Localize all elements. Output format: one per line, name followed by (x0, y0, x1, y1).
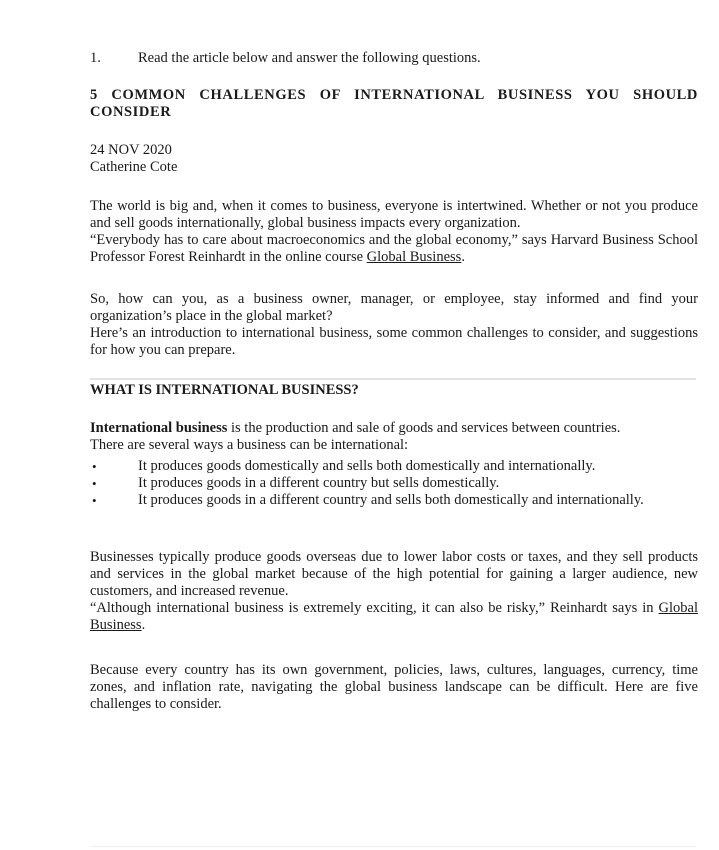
bullet-text: It produces goods in a different country and sells both domestically and internationally. (138, 492, 644, 508)
list-item (90, 475, 698, 492)
definition-text: is the production and sale of goods and services between countries. (227, 420, 621, 436)
article-author: Catherine Cote (90, 159, 178, 175)
section-heading: WHAT IS INTERNATIONAL BUSINESS? (90, 382, 359, 398)
section-divider (90, 378, 696, 380)
questions-block (90, 291, 698, 359)
intro-paragraph-2 (90, 232, 698, 266)
bullet-text: It produces goods in a different country but sells domestically. (138, 475, 500, 491)
paragraph-6 (90, 600, 698, 634)
paragraph-6-end: . (141, 617, 146, 633)
bullet-list (90, 458, 698, 509)
paragraph-6-text: “Although international business is extremely exciting, it can also be risky,” Reinhardt says in (90, 600, 659, 616)
bullet-icon: • (92, 459, 97, 474)
question-text: Read the article below and answer the following questions. (138, 50, 481, 66)
paragraph-4: Here’s an introduction to international business, some common challenges to consider, and suggestions for how you can prepare. (90, 325, 698, 358)
intro-block (90, 198, 698, 266)
article-meta (90, 142, 177, 176)
definition-line-1 (90, 420, 698, 437)
global-business-link[interactable]: Global Business (366, 249, 462, 265)
list-item (90, 458, 698, 475)
intro-paragraph-1: The world is big and, when it comes to business, everyone is intertwined. Whether or not you produce and sell goods internationally, global business impacts every organization. (90, 198, 698, 231)
reasons-block (90, 549, 698, 634)
intro-paragraph-2-text: “Everybody has to care about macroeconomics and the global economy,” says Harvard Business School Professor Forest Reinhardt in the online course (90, 232, 698, 265)
paragraph-5: Businesses typically produce goods overseas due to lower labor costs or taxes, and they sell products and services in the global market because of the high potential for gaining a larger audience, new customers, and increased revenue. (90, 549, 698, 599)
definition-block (90, 420, 698, 454)
question-line (90, 50, 481, 67)
bullet-icon: • (92, 476, 97, 491)
global-business-link-2[interactable]: Global Business (90, 600, 698, 633)
intro-paragraph-2-end: . (461, 249, 465, 265)
definition-line-2: There are several ways a business can be international: (90, 437, 409, 453)
list-item (90, 492, 698, 509)
article-title: 5 COMMON CHALLENGES OF INTERNATIONAL BUSINESS YOU SHOULD CONSIDER (90, 87, 698, 120)
closing-block (90, 662, 698, 713)
bullet-icon: • (92, 493, 97, 508)
bullet-text: It produces goods domestically and sells both domestically and internationally. (138, 458, 596, 474)
definition-term: International business (90, 420, 228, 436)
page-bottom-divider (90, 846, 696, 847)
paragraph-3: So, how can you, as a business owner, manager, or employee, stay informed and find your organization’s place in the global market? (90, 291, 698, 324)
article-date: 24 NOV 2020 (90, 142, 172, 158)
question-number: 1. (90, 50, 101, 66)
paragraph-7: Because every country has its own government, policies, laws, cultures, languages, currency, time zones, and inflation rate, navigating the global business landscape can be difficult. Here are five challenges to consider. (90, 662, 698, 712)
